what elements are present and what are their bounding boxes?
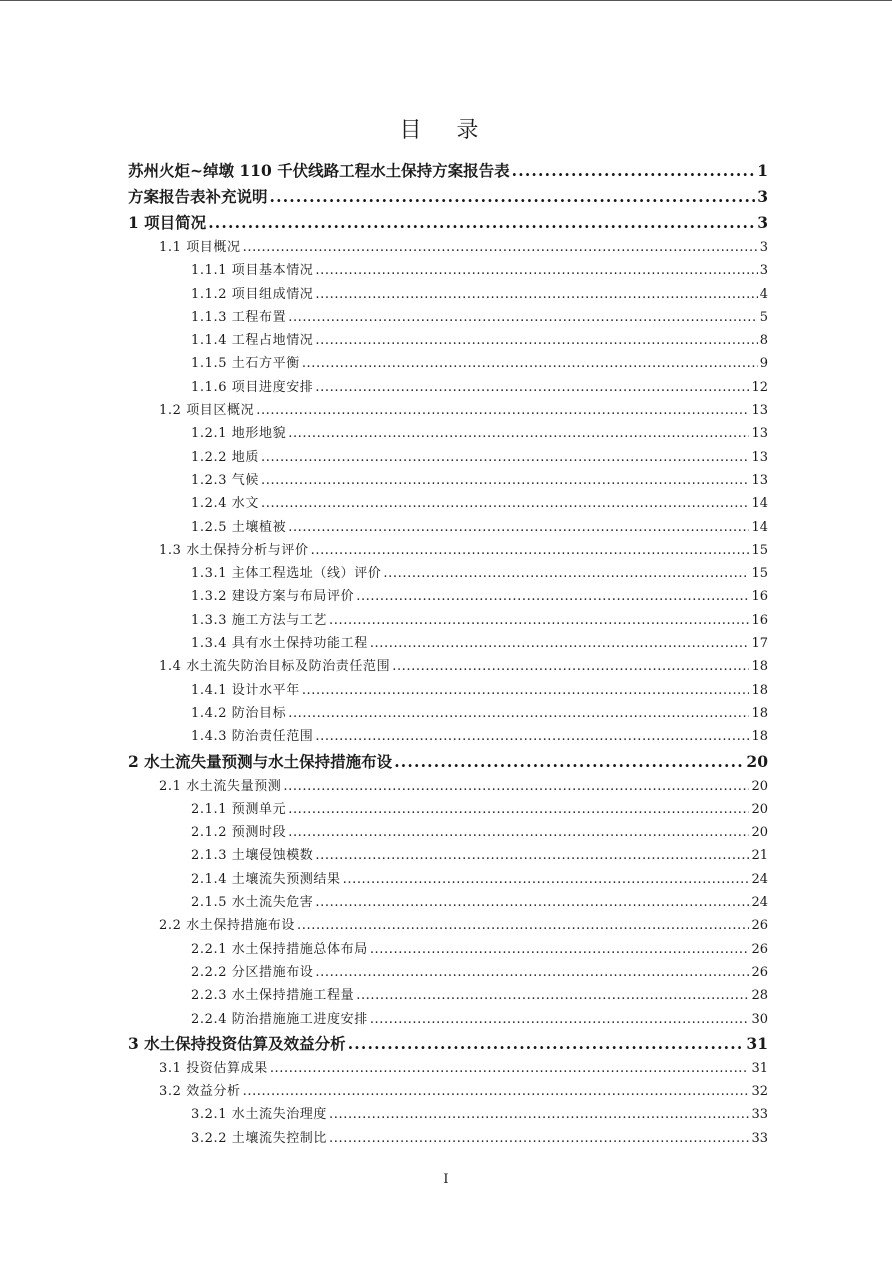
toc-entry-title: 方案报告表补充说明 [128, 187, 268, 206]
toc-entry-page: 20 [751, 801, 768, 817]
toc-leader-dots [329, 609, 749, 632]
toc-leader-dots [288, 306, 758, 329]
toc-leader-dots [297, 914, 749, 937]
toc-leader-dots [512, 158, 756, 184]
toc-entry[interactable] [128, 679, 768, 702]
toc-entry[interactable] [128, 868, 768, 891]
toc-leader-dots [315, 283, 757, 306]
toc-leader-dots [283, 775, 749, 798]
toc-leader-dots [288, 798, 749, 821]
toc-entry[interactable] [128, 399, 768, 422]
toc-entry-title: 2.1.3 土壤侵蚀模数 [191, 848, 314, 864]
toc-entry[interactable] [128, 702, 768, 725]
toc-entry[interactable] [128, 516, 768, 539]
toc-entry-title: 1.3.1 主体工程选址（线）评价 [191, 566, 382, 582]
toc-leader-dots [288, 821, 749, 844]
toc-entry-title: 2.1.1 预测单元 [191, 801, 287, 817]
toc-entry-page: 28 [751, 988, 768, 1004]
toc-entry-title: 1.3 水土保持分析与评价 [159, 542, 309, 558]
toc-entry[interactable] [128, 539, 768, 562]
toc-leader-dots [329, 1103, 749, 1126]
toc-entry-page: 26 [751, 964, 768, 980]
toc-entry-page: 13 [751, 472, 768, 488]
toc-entry[interactable] [128, 446, 768, 469]
toc-entry[interactable] [128, 632, 768, 655]
toc-leader-dots [302, 679, 750, 702]
toc-entry-title: 1.1.6 项目进度安排 [191, 379, 314, 395]
toc-entry-title: 1.2 项目区概况 [159, 403, 255, 419]
toc-entry-page: 3 [759, 240, 768, 255]
toc-entry-page: 18 [751, 705, 768, 721]
page-number: I [443, 1172, 449, 1187]
toc-leader-dots [315, 329, 757, 352]
toc-entry-page: 24 [751, 895, 768, 911]
toc-entry-title: 3.2.2 土壤流失控制比 [191, 1130, 328, 1146]
toc-entry-title: 1.3.2 建设方案与布局评价 [191, 589, 355, 605]
toc-leader-dots [243, 236, 758, 259]
toc-entry-title: 2.2.4 防治措施施工进度安排 [191, 1011, 368, 1027]
toc-entry-page: 20 [746, 751, 768, 771]
toc-entry-title: 1.4.2 防治目标 [191, 705, 287, 721]
toc-leader-dots [348, 1031, 745, 1057]
toc-entry-title: 3.2 效益分析 [159, 1084, 241, 1100]
table-of-contents [128, 158, 768, 1150]
toc-entry-page: 15 [751, 542, 768, 558]
toc-entry[interactable] [128, 469, 768, 492]
toc-entry-page: 12 [751, 379, 768, 395]
toc-entry-page: 1 [757, 161, 768, 180]
toc-entry-title: 1.2.1 地形地貌 [191, 426, 287, 442]
toc-entry[interactable] [128, 376, 768, 399]
toc-entry-title: 1.4.3 防治责任范围 [191, 729, 314, 745]
toc-leader-dots [208, 210, 755, 236]
toc-entry-title: 2.2.3 水土保持措施工程量 [191, 988, 355, 1004]
toc-entry-page: 32 [751, 1084, 768, 1100]
toc-entry-title: 2 水土流失量预测与水土保持措施布设 [128, 751, 393, 771]
toc-entry-title: 2.2.2 分区措施布设 [191, 964, 314, 980]
toc-entry-page: 26 [751, 918, 768, 934]
toc-leader-dots [288, 422, 749, 445]
toc-entry[interactable] [128, 725, 768, 748]
toc-leader-dots [288, 516, 749, 539]
toc-leader-dots [370, 938, 750, 961]
toc-entry[interactable] [128, 984, 768, 1007]
toc-entry-page: 31 [751, 1060, 768, 1076]
toc-entry-title: 1.3.4 具有水土保持功能工程 [191, 636, 368, 652]
toc-entry-title: 1.1.1 项目基本情况 [191, 263, 314, 279]
toc-entry-title: 2.2.1 水土保持措施总体布局 [191, 941, 368, 957]
toc-entry[interactable] [128, 562, 768, 585]
toc-entry-page: 33 [751, 1130, 768, 1146]
toc-entry-title: 3.2.1 水土流失治理度 [191, 1107, 328, 1123]
toc-entry[interactable] [128, 1057, 768, 1080]
toc-entry[interactable] [128, 210, 768, 236]
toc-leader-dots [370, 632, 750, 655]
toc-entry[interactable] [128, 775, 768, 798]
toc-leader-dots [311, 539, 750, 562]
toc-leader-dots [315, 376, 749, 399]
toc-entry-page: 18 [751, 659, 768, 675]
toc-entry-page: 26 [751, 941, 768, 957]
toc-leader-dots [270, 1057, 750, 1080]
toc-entry-title: 1.1.5 土石方平衡 [191, 356, 300, 372]
toc-entry-page: 13 [751, 449, 768, 465]
toc-leader-dots [261, 469, 749, 492]
toc-leader-dots [256, 399, 749, 422]
toc-entry[interactable] [128, 961, 768, 984]
toc-entry-page: 3 [759, 263, 768, 279]
toc-entry-page: 9 [759, 356, 768, 372]
toc-entry[interactable] [128, 585, 768, 608]
toc-entry-title: 2.1.5 水土流失危害 [191, 895, 314, 911]
toc-entry-page: 4 [759, 286, 768, 302]
toc-entry-page: 13 [751, 403, 768, 419]
toc-entry-page: 3 [757, 187, 768, 206]
toc-leader-dots [394, 749, 744, 775]
toc-entry-title: 1.2.3 气候 [191, 472, 260, 488]
toc-entry[interactable] [128, 1127, 768, 1150]
page-top-border [0, 0, 892, 1]
toc-entry[interactable] [128, 158, 768, 184]
toc-entry-title: 1.1 项目概况 [159, 240, 241, 255]
toc-entry-page: 13 [751, 426, 768, 442]
toc-entry-page: 18 [751, 729, 768, 745]
toc-leader-dots [270, 184, 756, 210]
toc-entry-page: 20 [751, 778, 768, 794]
toc-leader-dots [243, 1080, 750, 1103]
toc-leader-dots [315, 961, 749, 984]
toc-entry-page: 18 [751, 682, 768, 698]
toc-entry-page: 33 [751, 1107, 768, 1123]
toc-entry[interactable] [128, 492, 768, 515]
toc-entry-title: 1.2.2 地质 [191, 449, 260, 465]
toc-entry-page: 17 [751, 636, 768, 652]
toc-entry[interactable] [128, 655, 768, 678]
toc-entry[interactable] [128, 352, 768, 375]
toc-leader-dots [315, 259, 757, 282]
toc-entry-page: 14 [751, 519, 768, 535]
toc-entry-title: 1.1.3 工程布置 [191, 309, 287, 325]
toc-entry[interactable] [128, 609, 768, 632]
toc-leader-dots [288, 702, 749, 725]
toc-entry-title: 2.1.2 预测时段 [191, 825, 287, 841]
toc-entry[interactable] [128, 844, 768, 867]
toc-entry-title: 1.4 水土流失防治目标及防治责任范围 [159, 659, 391, 675]
toc-entry-page: 15 [751, 566, 768, 582]
toc-leader-dots [392, 655, 749, 678]
toc-entry[interactable] [128, 1008, 768, 1031]
toc-leader-dots [315, 844, 749, 867]
toc-entry-title: 1 项目简况 [128, 213, 207, 232]
toc-leader-dots [370, 1008, 750, 1031]
toc-leader-dots [383, 562, 749, 585]
toc-entry-page: 14 [751, 496, 768, 512]
toc-entry-title: 1.2.5 土壤植被 [191, 519, 287, 535]
toc-entry-title: 3 水土保持投资估算及效益分析 [128, 1033, 346, 1053]
toc-entry-page: 16 [751, 589, 768, 605]
toc-leader-dots [356, 984, 749, 1007]
toc-entry-title: 3.1 投资估算成果 [159, 1060, 268, 1076]
toc-entry-title: 1.3.3 施工方法与工艺 [191, 612, 328, 628]
toc-entry-page: 21 [751, 848, 768, 864]
toc-entry[interactable] [128, 821, 768, 844]
toc-entry-title: 1.4.1 设计水平年 [191, 682, 300, 698]
toc-entry-page: 30 [751, 1011, 768, 1027]
toc-entry[interactable] [128, 236, 768, 259]
toc-leader-dots [329, 1127, 749, 1150]
toc-entry-page: 8 [759, 333, 768, 349]
toc-entry[interactable] [128, 184, 768, 210]
toc-entry-title: 2.2 水土保持措施布设 [159, 918, 296, 934]
toc-entry-title: 1.1.2 项目组成情况 [191, 286, 314, 302]
toc-leader-dots [315, 725, 749, 748]
toc-leader-dots [261, 492, 749, 515]
toc-entry[interactable] [128, 798, 768, 821]
toc-leader-dots [315, 891, 749, 914]
toc-entry[interactable] [128, 914, 768, 937]
toc-leader-dots [261, 446, 749, 469]
toc-entry-title: 1.1.4 工程占地情况 [191, 333, 314, 349]
toc-entry[interactable] [128, 306, 768, 329]
toc-entry[interactable] [128, 283, 768, 306]
toc-entry[interactable] [128, 422, 768, 445]
toc-entry[interactable] [128, 1080, 768, 1103]
toc-entry-page: 16 [751, 612, 768, 628]
toc-entry[interactable] [128, 891, 768, 914]
toc-entry-page: 5 [759, 309, 768, 325]
toc-entry[interactable] [128, 1103, 768, 1126]
toc-leader-dots [302, 352, 758, 375]
toc-entry-title: 苏州火炬~绰墩 110 千伏线路工程水土保持方案报告表 [128, 161, 510, 180]
page-title: 目 录 [399, 118, 493, 143]
toc-leader-dots [356, 585, 749, 608]
toc-entry[interactable] [128, 329, 768, 352]
toc-entry-page: 24 [751, 871, 768, 887]
toc-entry[interactable] [128, 1031, 768, 1057]
toc-entry[interactable] [128, 749, 768, 775]
toc-entry[interactable] [128, 938, 768, 961]
toc-entry-page: 20 [751, 825, 768, 841]
toc-entry-title: 2.1 水土流失量预测 [159, 778, 282, 794]
toc-entry-title: 1.2.4 水文 [191, 496, 260, 512]
toc-entry-page: 31 [746, 1033, 768, 1053]
toc-entry-title: 2.1.4 土壤流失预测结果 [191, 871, 341, 887]
toc-entry[interactable] [128, 259, 768, 282]
toc-entry-page: 3 [757, 213, 768, 232]
toc-leader-dots [343, 868, 750, 891]
